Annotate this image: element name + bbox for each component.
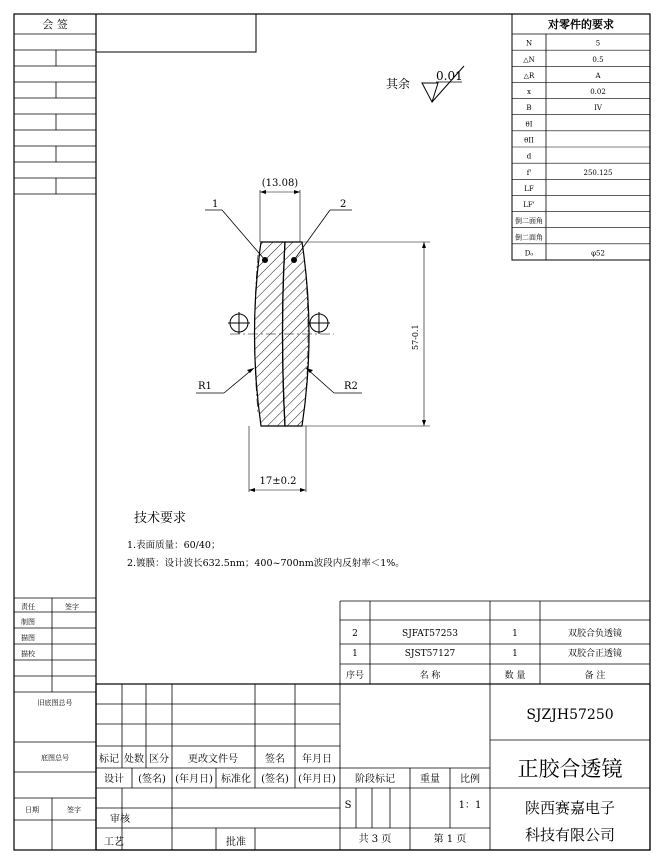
dim-height-label: 57-0.1 [411,324,420,350]
tech-requirements-title: 技术要求 [134,511,187,526]
requirements-title: 对零件的要求 [548,18,614,31]
parts-header-no: 序号 [345,671,365,681]
req-param: LF [524,184,534,193]
lens-cross-section [196,190,430,492]
req-value: 0.5 [592,55,604,64]
title-stage-value: S [344,800,352,811]
title-sheet-no: 第 1 页 [433,834,467,845]
req-param: LF' [523,201,535,210]
req-param: θII [524,136,534,145]
drawing-title: 正胶合透镜 [517,757,623,781]
parts-row-qty: 1 [512,649,518,659]
req-param: D₀ [524,249,534,258]
req-param: d [526,152,532,161]
req-param: 倒二面角 [515,217,543,226]
sign-row-cell: (签名) [261,774,289,785]
sign-row-cell: (签名) [138,774,166,785]
parts-row-no: 2 [352,629,358,639]
label-date: 日期 [25,806,39,814]
revision-header: 处数 [124,754,144,765]
parts-row-no: 1 [352,649,358,659]
parts-row-note: 双胶合正透镜 [567,649,623,659]
parts-row-qty: 1 [512,629,518,639]
sheet-border [14,14,650,850]
company-line-1: 陕西赛嘉电子 [524,799,616,817]
label-draw: 制图 [21,618,35,626]
parts-header-name: 名 称 [419,671,441,681]
label-trace: 描图 [21,634,35,642]
parts-row-code: SJST57127 [404,649,456,659]
parts-row-code: SJFAT57253 [402,629,458,639]
sign-row-cell: 设计 [104,774,124,785]
title-approve: 批准 [226,837,246,848]
parts-header-note: 备 注 [584,671,606,681]
radius-right-label: R2 [344,381,358,392]
left-column-header: 会 签 [42,18,68,31]
req-value: A [595,71,601,80]
req-value: 250.125 [583,168,613,177]
req-param: 倒二面角 [515,233,543,242]
title-weight-label: 重量 [420,774,440,785]
radius-left-label: R1 [198,381,212,392]
surface-note-label: 其余 [386,77,411,91]
title-scale-label: 比例 [460,774,480,785]
drawing-number: SJZJH57250 [526,707,614,723]
parts-row-note: 双胶合负透镜 [567,629,623,639]
title-review: 审核 [110,814,130,825]
label-base-number: 底图总号 [41,754,69,762]
req-param: x [527,88,531,97]
title-stage-label: 阶段标记 [355,774,395,785]
company-line-2: 科技有限公司 [524,826,616,844]
req-param: f' [526,168,532,177]
sign-row-cell: 标准化 [221,774,251,785]
req-value: IV [594,104,602,113]
revision-header: 更改文件号 [188,754,238,765]
label-sign: 签字 [65,603,79,611]
revision-header: 年月日 [302,754,332,765]
sign-row-cell: (年月日) [175,774,213,785]
label-trace-check: 描校 [21,650,35,658]
label-responsible: 责任 [21,603,35,611]
parts-header-qty: 数 量 [504,671,526,681]
req-param: B [526,104,532,113]
req-param: △N [523,55,535,64]
req-param: △R [523,71,535,80]
req-value: 5 [595,39,601,48]
label-old-base-number: 旧底图总号 [37,699,73,707]
req-param: N [525,39,533,48]
sign-row-cell: (年月日) [298,774,336,785]
req-value: φ52 [591,249,605,258]
title-scale-value: 1：1 [458,800,482,811]
leader-2-label: 2 [340,199,347,210]
revision-header: 签名 [265,754,285,765]
title-process: 工艺 [104,837,124,848]
req-param: θI [525,120,533,129]
title-sheets-total: 共 3 页 [358,834,392,845]
surface-roughness-value: 0.01 [436,69,463,83]
tech-requirement-1: 1.表面质量：60/40； [127,540,221,551]
label-signature: 签字 [67,806,81,814]
dim-bottom-label: 17±0.2 [259,476,297,487]
revision-header: 标记 [99,754,119,765]
left-sign-column [14,34,96,850]
tech-requirement-2: 2.镀膜：设计波长632.5nm；400~700nm波段内反射率＜1%。 [127,558,405,569]
req-value: 0.02 [590,88,606,97]
revision-header: 区分 [149,754,169,765]
leader-1-label: 1 [212,199,219,210]
dim-top-label: (13.08) [261,178,299,189]
